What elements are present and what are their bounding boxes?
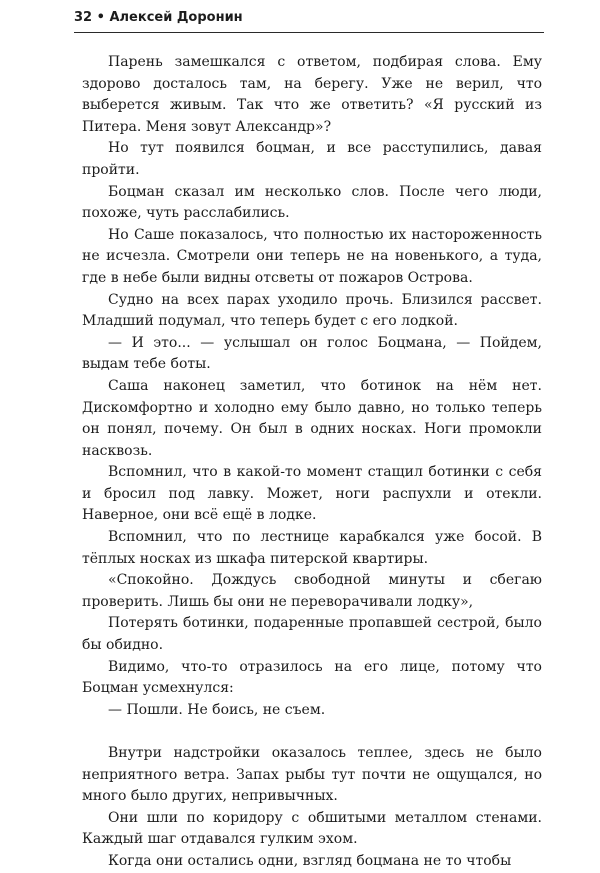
header-bullet: •: [96, 10, 105, 25]
page-number: 32: [74, 10, 93, 25]
paragraph: Они шли по коридору с обшитыми металлом стенами. Каждый шаг отдавался гулким эхом.: [82, 809, 542, 848]
paragraph: Саша наконец заметил, что ботинок на нём нет. Дискомфортно и холодно ему было давно, но только теперь он понял, почему. Он был в одних носках. Ноги промокли насквозь.: [82, 377, 542, 459]
paragraph: Вспомнил, что в какой-то момент стащил ботинки с себя и бросил под лавку. Может, ноги распухли и отекли. Наверное, они всё ещё в лодке.: [82, 464, 542, 524]
paragraph: Боцман сказал им несколько слов. После чего люди, похоже, чуть расслабились.: [82, 183, 542, 222]
paragraph: — Пошли. Не боись, не съем.: [108, 701, 326, 718]
paragraph: Потерять ботинки, подаренные пропавшей сестрой, было бы обидно.: [82, 615, 542, 654]
paragraph: Судно на всех парах уходило прочь. Близился рассвет. Младший подумал, что теперь будет с его лодкой.: [82, 291, 542, 330]
running-head: [74, 8, 544, 33]
paragraph: Когда они остались одни, взгляд боцмана не то чтобы: [108, 852, 512, 869]
paragraph: «Спокойно. Дождусь свободной минуты и сбегаю проверить. Лишь бы они не переворачивали лодку»,: [82, 572, 542, 610]
paragraph: Видимо, что-то отразилось на его лице, потому что Боцман усмехнулся:: [82, 658, 542, 697]
paragraph: Парень замешкался с ответом, подбирая слова. Ему здорово досталось там, на берегу. Уже не верил, что выберется живым. Так что же ответить? «Я русский из Питера. Меня зовут Александр»?: [82, 54, 542, 135]
paragraph: — И это... — услышал он голос Боцмана, — Пойдем, выдам тебе боты.: [82, 334, 542, 373]
body-text: [82, 52, 542, 873]
author-name: Алексей Доронин: [109, 10, 243, 25]
paragraph: Внутри надстройки оказалось теплее, здесь не было неприятного ветра. Запах рыбы тут почти не ощущался, но много было других, непривычных.: [82, 745, 542, 805]
paragraph: Но Саше показалось, что полностью их настороженность не исчезла. Смотрели они теперь не на новенького, а туда, где в небе были видны отсветы от пожаров Острова.: [82, 226, 542, 286]
paragraph: Вспомнил, что по лестнице карабкался уже босой. В тёплых носках из шкафа питерской квартиры.: [82, 529, 542, 567]
paragraph: Но тут появился боцман, и все расступились, давая пройти.: [82, 140, 542, 178]
